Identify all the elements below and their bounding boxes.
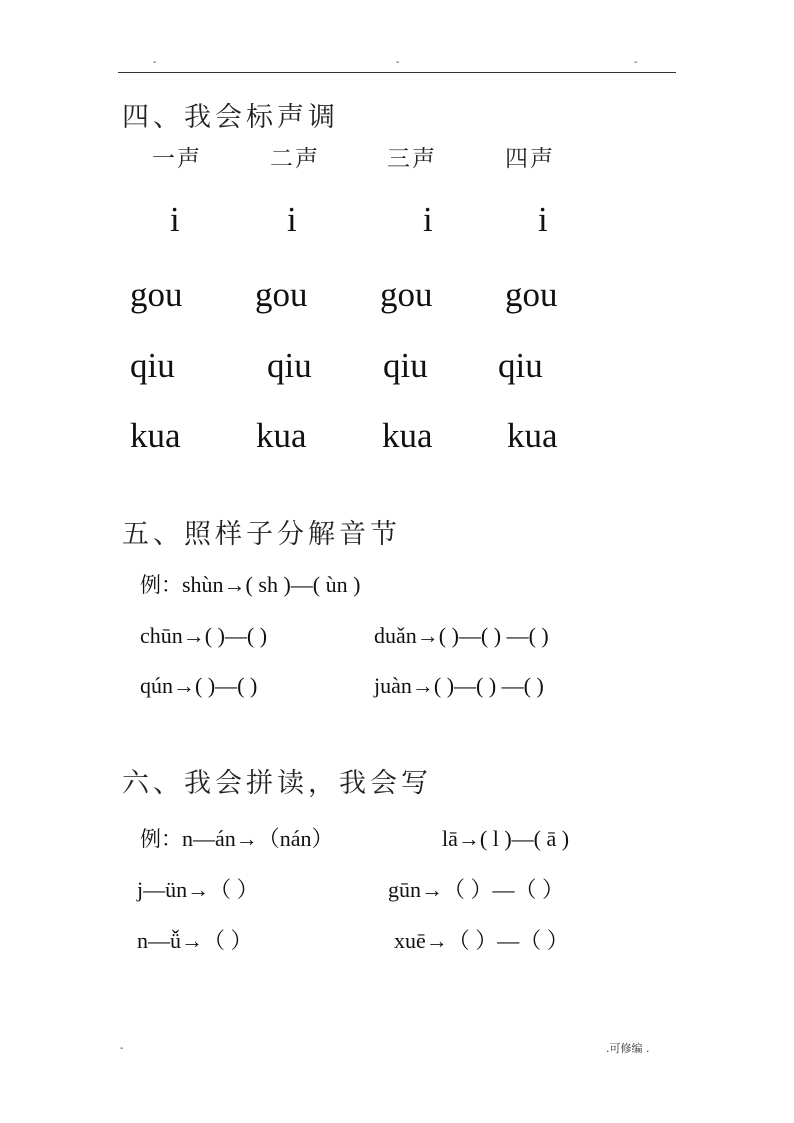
exercise-xue: xuē→（ ）—（ ） — [394, 928, 569, 953]
header-rule — [118, 72, 676, 73]
tone-label-1: 一声 — [152, 146, 202, 172]
example-text: n—án→（nán） — [182, 826, 334, 851]
header-mark-left: - — [153, 57, 157, 68]
syllable-qiu-1: qiu — [130, 346, 175, 385]
syllable-kua-3: kua — [382, 416, 433, 455]
example-row-1 — [140, 826, 334, 852]
exercise-duan: duǎn→( )—( ) —( ) — [374, 623, 549, 648]
syllable-i-2: i — [287, 200, 297, 239]
exercise-chun: chūn→( )—( ) — [140, 623, 268, 648]
example-row — [140, 572, 360, 598]
example-label: 例： — [140, 573, 182, 597]
syllable-qiu-3: qiu — [383, 346, 428, 385]
header-mark-center: - — [396, 57, 400, 68]
syllable-kua-1: kua — [130, 416, 181, 455]
syllable-gou-4: gou — [505, 275, 558, 314]
syllable-gou-1: gou — [130, 275, 183, 314]
footer-editable-note: .可修编 . — [606, 1042, 650, 1055]
syllable-i-3: i — [423, 200, 433, 239]
exercise-gun: gūn→（ ）—（ ） — [388, 877, 565, 902]
section-5-title: 五、照样子分解音节 — [122, 519, 401, 550]
footer-mark-left: - — [120, 1043, 124, 1054]
syllable-i-4: i — [538, 200, 548, 239]
tone-label-4: 四声 — [505, 146, 555, 172]
tone-label-3: 三声 — [387, 146, 437, 172]
syllable-i-1: i — [170, 200, 180, 239]
syllable-kua-2: kua — [256, 416, 307, 455]
syllable-qiu-4: qiu — [498, 346, 543, 385]
example-text: shùn→( sh )—( ùn ) — [182, 572, 361, 597]
exercise-juan: juàn→( )—( ) —( ) — [374, 673, 544, 698]
section-6-title: 六、我会拼读，我会写 — [122, 768, 432, 799]
syllable-qiu-2: qiu — [267, 346, 312, 385]
syllable-gou-2: gou — [255, 275, 308, 314]
example-label: 例： — [140, 827, 182, 851]
section-4-title: 四、我会标声调 — [122, 102, 339, 133]
header-mark-right: - — [634, 57, 638, 68]
exercise-jun: j—ün→（ ） — [137, 877, 259, 902]
example-row-2: lā→( l )—( ā ) — [442, 826, 570, 851]
exercise-nv: n—ǚ→（ ） — [137, 928, 253, 953]
syllable-gou-3: gou — [380, 275, 433, 314]
tone-label-2: 二声 — [270, 146, 320, 172]
exercise-qun: qún→( )—( ) — [140, 673, 258, 698]
syllable-kua-4: kua — [507, 416, 558, 455]
